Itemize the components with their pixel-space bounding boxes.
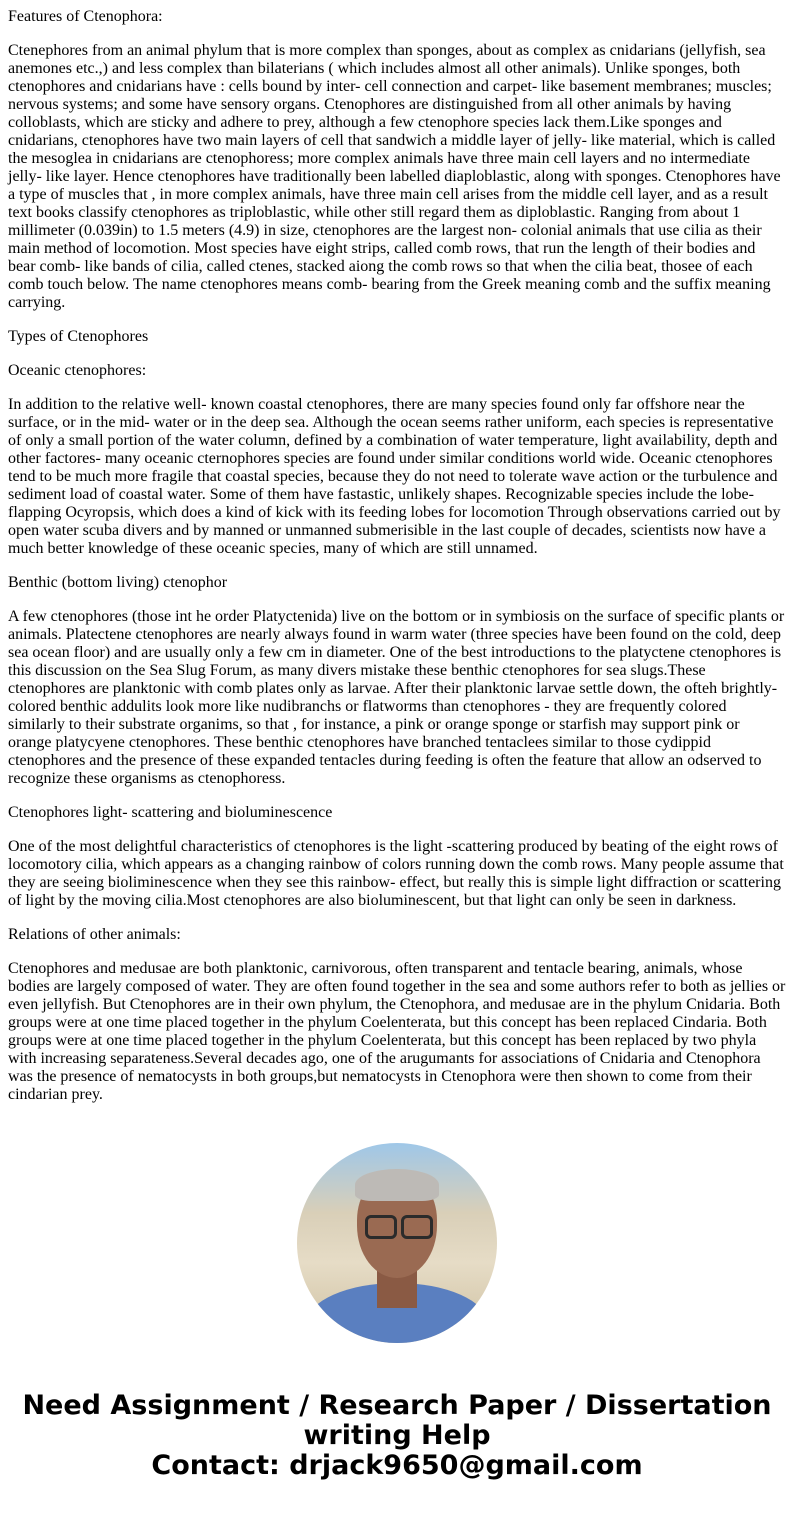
banner-headline: Need Assignment / Research Paper / Dissertation writing Help xyxy=(22,1390,772,1451)
banner-contact: Contact: drjack9650@gmail.com xyxy=(151,1450,643,1481)
paragraph-features: Ctenephores from an animal phylum that is more complex than sponges, about as complex as cnidarians (jellyfish, sea anemones etc.,) and less complex than bilaterians ( which includes almost all other animals). Unlike sponges, both ctenophores and cnidarians have : cells bound by inter- cell connection and carpet- like basement membranes; muscles; nervous systems; and some have sensory organs. Ctenophores are distinguished from all other animals by having colloblasts, which are sticky and adhere to prey, although a few ctenophore species lack them.Like sponges and cnidarians, ctenophores have two main layers of cell that sandwich a middle layer of jelly- like material, which is called the mesoglea in cnidarians are ctenophoress; more complex animals have three main cell layers and no intermediate jelly- like layer. Hence ctenophores have traditionally been labelled diaploblastic, along with sponges. Ctenophores have a type of muscles that , in more complex animals, have three main cell arises from the middle cell layer, and as a result text books classify ctenophores as triploblastic, while other still regard them as diploblastic. Ranging from about 1 millimeter (0.039in) to 1.5 meters (4.9) in size, ctenophores are the largest non- colonial animals that use cilia as their main method of locomotion. Most species have eight strips, called comb rows, that run the length of their bodies and bear comb- like bands of cilia, called ctenes, stacked aiong the comb rows so that when the cilia beat, thosee of each comb touch below. The name ctenophores means comb- bearing from the Greek meaning comb and the suffix meaning carrying. xyxy=(8,42,781,311)
heading-oceanic: Oceanic ctenophores: xyxy=(8,362,147,379)
avatar-hair xyxy=(355,1169,439,1201)
contact-banner xyxy=(0,1391,794,1481)
heading-light-scattering: Ctenophores light- scattering and bioluminescence xyxy=(8,804,333,821)
glasses-icon xyxy=(401,1215,433,1239)
heading-types: Types of Ctenophores xyxy=(8,328,149,345)
heading-features: Features of Ctenophora: xyxy=(8,8,163,25)
paragraph-light-scattering: One of the most delightful characteristics of ctenophores is the light -scattering produced by beating of the eight rows of locomotory cilia, which appears as a changing rainbow of colors running down the comb rows. Many people assume that they are seeing bioliminescence when they see this rainbow- effect, but really this is simple light diffraction or scattering of light by the moving cilia.Most ctenophores are also bioluminescent, but that light can only be seen in darkness. xyxy=(8,838,784,909)
glasses-icon xyxy=(365,1215,397,1239)
author-avatar xyxy=(297,1143,497,1343)
author-photo-container xyxy=(0,1143,794,1343)
paragraph-benthic: A few ctenophores (those int he order Platyctenida) live on the bottom or in symbiosis on the surface of specific plants or animals. Platectene ctenophores are nearly always found in warm water (three species have been found on the cold, deep sea ocean floor) and are usually only a few cm in diameter. One of the best introductions to the platyctene ctenophores is this discussion on the Sea Slug Forum, as many divers mistake these benthic ctenophores for sea slugs.These ctenophores are planktonic with comb plates only as larvae. After their planktonic larvae settle down, the ofteh brightly-colored benthic addulits look more like nudibranchs or flatworms than ctenophores - they are frequently colored similarly to their substrate organims, so that , for instance, a pink or orange sponge or starfish may support pink or orange platycyene ctenophores. These benthic ctenophores have branched tentaclees similar to those cydippid ctenophores and the presence of these expanded tentacles during feeding is often the feature that allow an odserved to recognize these organisms as ctenophoress. xyxy=(8,608,785,787)
paragraph-relations: Ctenophores and medusae are both planktonic, carnivorous, often transparent and tentacle bearing, animals, whose bodies are largely composed of water. They are often found together in the sea and some authors refer to both as jellies or even jellyfish. But Ctenophores are in their own phylum, the Ctenophora, and medusae are in the phylum Cnidaria. Both groups were at one time placed together in the phylum Coelenterata, but this concept has been replaced Cindaria. Both groups were at one time placed together in the phylum Coelenterata, but this concept has been replaced by two phyla with increasing separateness.Several decades ago, one of the arugumants for associations of Cnidaria and Ctenophora was the presence of nematocysts in both groups,but nematocysts in Ctenophora were then shown to come from their cindarian prey. xyxy=(8,960,786,1103)
heading-benthic: Benthic (bottom living) ctenophor xyxy=(8,574,228,591)
heading-relations: Relations of other animals: xyxy=(8,926,181,943)
paragraph-oceanic: In addition to the relative well- known coastal ctenophores, there are many species found only far offshore near the surface, or in the mid- water or in the deep sea. Although the ocean seems rather uniform, each species is representative of only a small portion of the water column, defined by a combination of water temperature, light availability, depth and other factores- many oceanic cternophores species are found under similar conditions world wide. Oceanic ctenophores tend to be much more fragile that coastal species, because they do not need to tolerate wave action or the turbulence and sediment load of coastal water. Some of them have fastastic, unlikely shapes. Recognizable species include the lobe- flapping Ocyropsis, which does a kind of kick with its feeding lobes for locomotion Through observations carried out by open water scuba divers and by manned or unmanned submerisible in the last couple of decades, scientists now have a much better knowledge of these oceanic species, many of which are still unnamed. xyxy=(8,396,781,557)
